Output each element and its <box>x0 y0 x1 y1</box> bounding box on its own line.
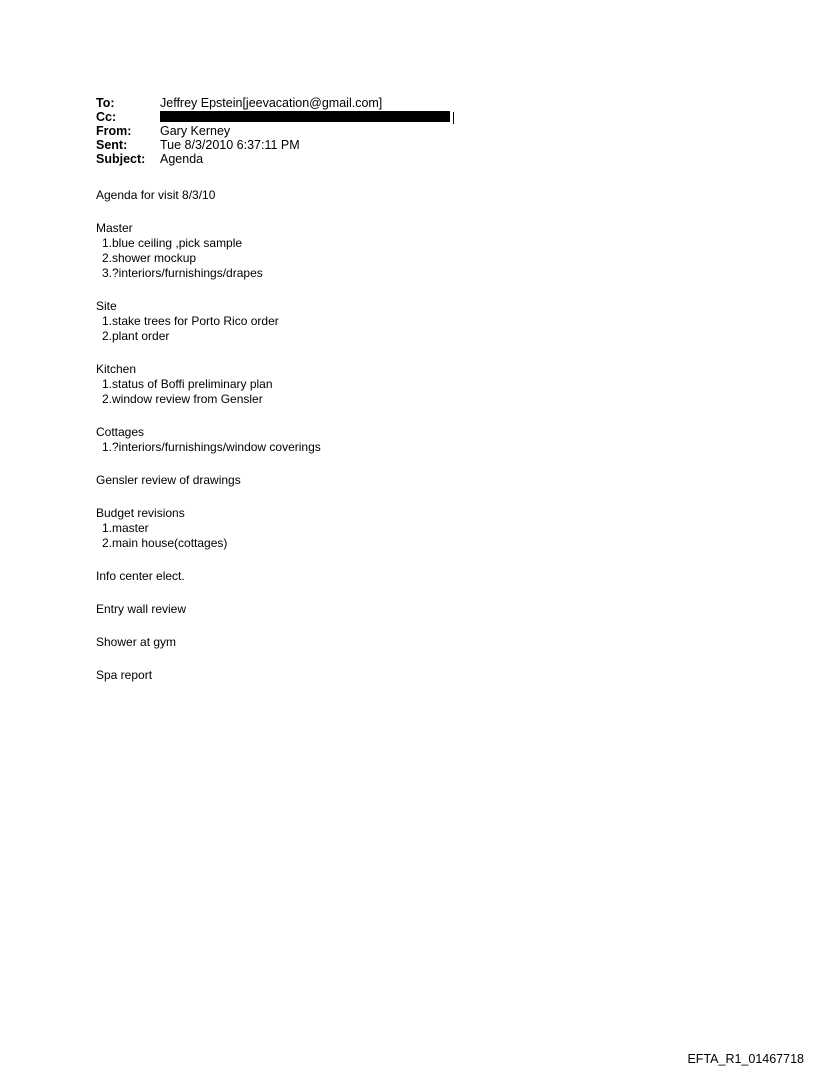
subject-label: Subject: <box>96 152 146 166</box>
sent-label: Sent: <box>96 138 128 152</box>
section-item: 1.stake trees for Porto Rico order <box>102 314 279 328</box>
from-row <box>96 124 516 138</box>
section-title: Shower at gym <box>96 635 177 649</box>
to-row <box>96 96 516 110</box>
email-header <box>96 96 516 166</box>
section-title: Budget revisions <box>96 506 185 520</box>
document-id: EFTA_R1_01467718 <box>687 1052 804 1066</box>
email-body <box>96 188 696 701</box>
sent-value: Tue 8/3/2010 6:37:11 PM <box>160 138 300 152</box>
agenda-section <box>96 506 696 551</box>
section-title: Kitchen <box>96 362 137 376</box>
agenda-section <box>96 602 696 617</box>
sent-row <box>96 138 516 152</box>
section-item: 3.?interiors/furnishings/drapes <box>102 266 263 280</box>
agenda-section <box>96 635 696 650</box>
section-item: 2.shower mockup <box>102 251 197 265</box>
section-item: 1.master <box>102 521 149 535</box>
section-title: Info center elect. <box>96 569 185 583</box>
section-item: 2.window review from Gensler <box>102 392 263 406</box>
section-item: 2.main house(cottages) <box>102 536 228 550</box>
cc-value <box>160 110 454 125</box>
section-title: Master <box>96 221 133 235</box>
section-title: Site <box>96 299 117 313</box>
cc-row <box>96 110 516 124</box>
subject-row <box>96 152 516 166</box>
section-title: Spa report <box>96 668 153 682</box>
to-value: Jeffrey Epstein[jeevacation@gmail.com] <box>160 96 383 110</box>
agenda-section <box>96 473 696 488</box>
redaction-edge-mark <box>453 112 454 124</box>
section-title: Gensler review of drawings <box>96 473 241 487</box>
agenda-section <box>96 362 696 407</box>
redaction-bar <box>160 111 450 122</box>
agenda-sections <box>96 221 696 683</box>
from-label: From: <box>96 124 132 138</box>
section-item: 1.?interiors/furnishings/window coverings <box>102 440 321 454</box>
agenda-section <box>96 569 696 584</box>
subject-value: Agenda <box>160 152 204 166</box>
from-value: Gary Kerney <box>160 124 231 138</box>
section-title: Entry wall review <box>96 602 187 616</box>
agenda-section <box>96 299 696 344</box>
agenda-section <box>96 668 696 683</box>
to-label: To: <box>96 96 115 110</box>
section-item: 2.plant order <box>102 329 170 343</box>
section-title: Cottages <box>96 425 145 439</box>
agenda-section <box>96 221 696 281</box>
cc-label: Cc: <box>96 110 117 124</box>
section-item: 1.status of Boffi preliminary plan <box>102 377 273 391</box>
agenda-intro: Agenda for visit 8/3/10 <box>96 188 216 202</box>
section-item: 1.blue ceiling ,pick sample <box>102 236 243 250</box>
agenda-section <box>96 425 696 455</box>
